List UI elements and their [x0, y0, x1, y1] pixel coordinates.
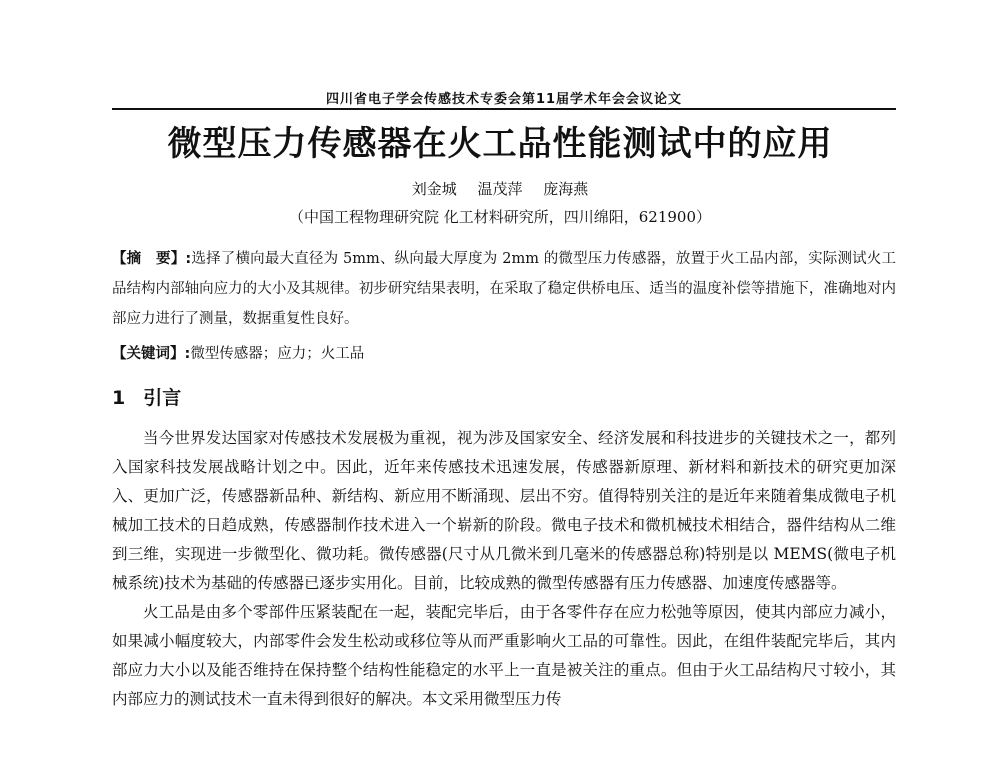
author-name: 刘金城	[411, 180, 457, 198]
section-number: 1	[112, 387, 126, 409]
body-text	[112, 424, 896, 714]
body-paragraph: 当今世界发达国家对传感技术发展极为重视，视为涉及国家安全、经济发展和科技进步的关键技术之一，都列入国家科技发展战略计划之中。因此，近年来传感技术迅速发展，传感器新原理、新材料和新技术的研究更加深入、更加广泛，传感器新品种、新结构、新应用不断涌现、层出不穷。值得特别关注的是近年来随着集成微电子机械加工技术的日趋成熟，传感器制作技术进入一个崭新的阶段。微电子技术和微机械技术相结合，器件结构从二维到三维，实现进一步微型化、微功耗。微传感器(尺寸从几微米到几毫米的传感器总称)特别是以 MEMS(微电子机械系统)技术为基础的传感器已逐步实用化。目前，比较成熟的微型传感器有压力传感器、加速度传感器等。	[112, 429, 896, 592]
author-list	[0, 178, 1000, 199]
section-title: 引言	[143, 387, 182, 409]
keywords-text: 微型传感器；应力；火工品	[190, 346, 365, 362]
keywords-label: 【关键词】:	[112, 346, 191, 362]
running-header: 四川省电子学会传感技术专委会第11届学术年会会议论文	[325, 92, 683, 107]
keywords	[112, 341, 896, 367]
author-name: 庞海燕	[543, 180, 589, 198]
abstract-text: 选择了横向最大直径为 5mm、纵向最大厚度为 2mm 的微型压力传感器，放置于火工品内部，实际测试火工品结构内部轴向应力的大小及其规律。初步研究结果表明，在采取了稳定供桥电压、适当的温度补偿等措施下，准确地对内部应力进行了测量，数据重复性良好。	[112, 251, 896, 327]
body-paragraph: 火工品是由多个零部件压紧装配在一起，装配完毕后，由于各零件存在应力松弛等原因，使其内部应力减小，如果减小幅度较大，内部零件会发生松动或移位等从而严重影响火工品的可靠性。因此，在组件装配完毕后，其内部应力大小以及能否维持在保持整个结构性能稳定的水平上一直是被关注的重点。但由于火工品结构尺寸较小，其内部应力的测试技术一直未得到很好的解决。本文采用微型压力传	[112, 603, 896, 708]
affiliation: （中国工程物理研究院 化工材料研究所，四川绵阳，621900）	[288, 208, 712, 226]
header-rule	[112, 108, 896, 110]
section-heading	[112, 383, 181, 410]
author-name: 温茂萍	[477, 180, 523, 198]
paper-title: 微型压力传感器在火工品性能测试中的应用	[167, 124, 833, 164]
abstract	[112, 244, 896, 334]
abstract-label: 【摘 要】:	[112, 251, 192, 267]
